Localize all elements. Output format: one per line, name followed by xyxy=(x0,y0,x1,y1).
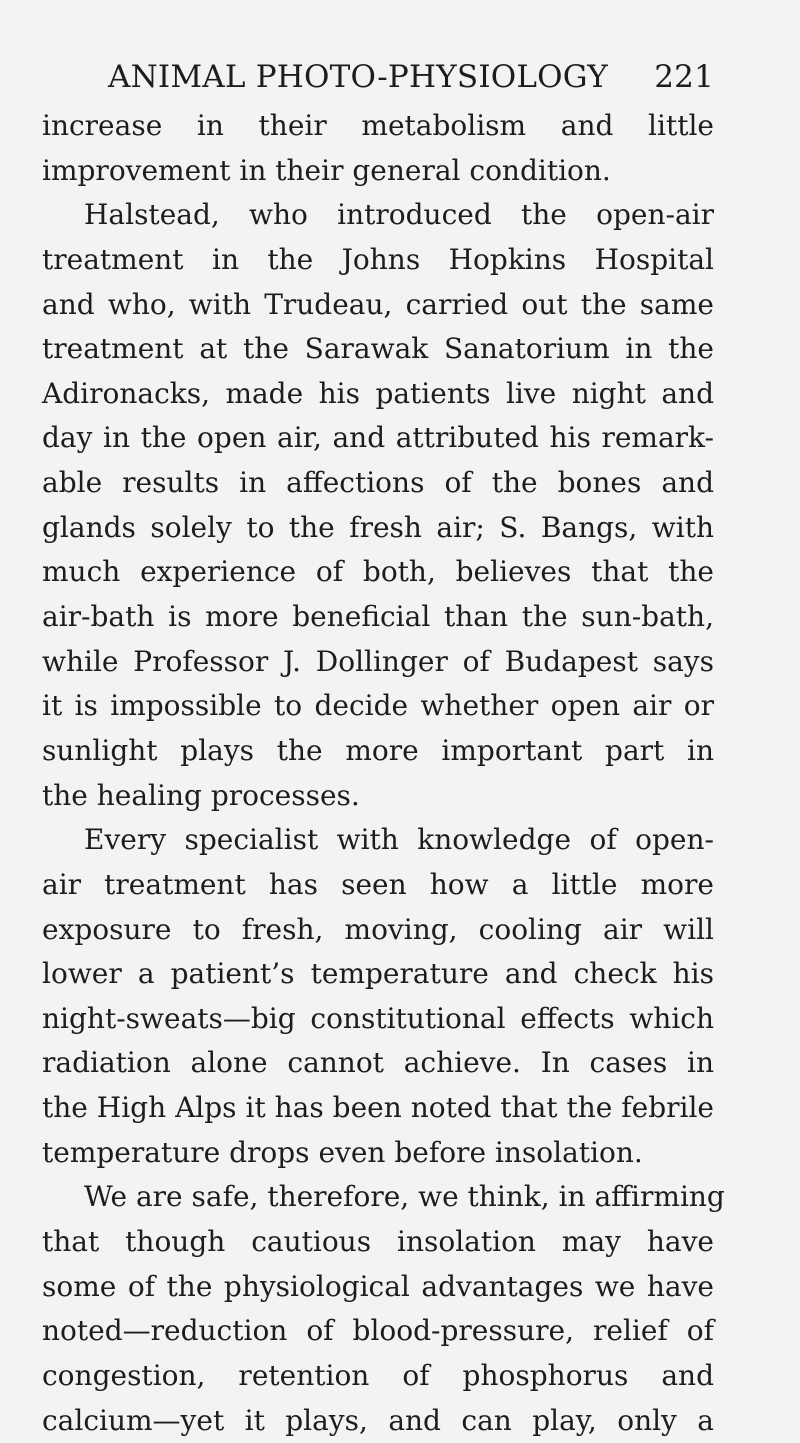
text-line: the High Alps it has been noted that the febrile xyxy=(42,1091,714,1125)
paragraph-start-line: Every specialist with knowledge of open- xyxy=(84,823,714,857)
text-line: while Professor J. Dollinger of Budapest says xyxy=(42,644,714,678)
text-line: some of the physiological advantages we have xyxy=(42,1269,714,1303)
paragraph-start-line: We are safe, therefore, we think, in affirming xyxy=(84,1180,725,1214)
text-line: night-sweats—big constitutional effects which xyxy=(42,1001,714,1035)
text-line: treatment at the Sarawak Sanatorium in the xyxy=(42,332,714,366)
text-line: able results in affections of the bones and xyxy=(42,466,714,500)
text-line: the healing processes. xyxy=(42,778,360,812)
text-line: and who, with Trudeau, carried out the same xyxy=(42,287,714,321)
text-line: much experience of both, believes that the xyxy=(42,555,714,589)
body-text xyxy=(42,104,725,1443)
text-line: calcium—yet it plays, and can play, only a xyxy=(42,1403,714,1437)
text-line: sunlight plays the more important part in xyxy=(42,733,714,767)
text-line: congestion, retention of phosphorus and xyxy=(42,1358,714,1392)
text-line: improvement in their general condition. xyxy=(42,153,611,187)
text-line: Adironacks, made his patients live night and xyxy=(42,376,714,410)
text-line: day in the open air, and attributed his remark- xyxy=(42,421,714,455)
text-line: glands solely to the fresh air; S. Bangs, with xyxy=(42,510,714,544)
text-line: lower a patient’s temperature and check his xyxy=(42,957,714,991)
text-line: air-bath is more beneficial than the sun-bath, xyxy=(42,600,714,634)
text-line: that though cautious insolation may have xyxy=(42,1225,714,1259)
text-line: temperature drops even before insolation. xyxy=(42,1135,643,1169)
text-line: air treatment has seen how a little more xyxy=(42,867,714,901)
text-line: it is impossible to decide whether open air or xyxy=(42,689,714,723)
paragraph-start-line: Halstead, who introduced the open-air xyxy=(84,198,714,232)
text-line: increase in their metabolism and little xyxy=(42,109,714,142)
text-line: treatment in the Johns Hopkins Hospital xyxy=(42,242,714,276)
text-line: noted—reduction of blood-pressure, relief of xyxy=(42,1314,714,1348)
text-line: exposure to fresh, moving, cooling air will xyxy=(42,912,714,946)
text-line: radiation alone cannot achieve. In cases in xyxy=(42,1046,714,1080)
page-number: 221 xyxy=(654,59,714,95)
running-head xyxy=(108,52,714,102)
running-title: ANIMAL PHOTO-PHYSIOLOGY xyxy=(108,59,608,95)
